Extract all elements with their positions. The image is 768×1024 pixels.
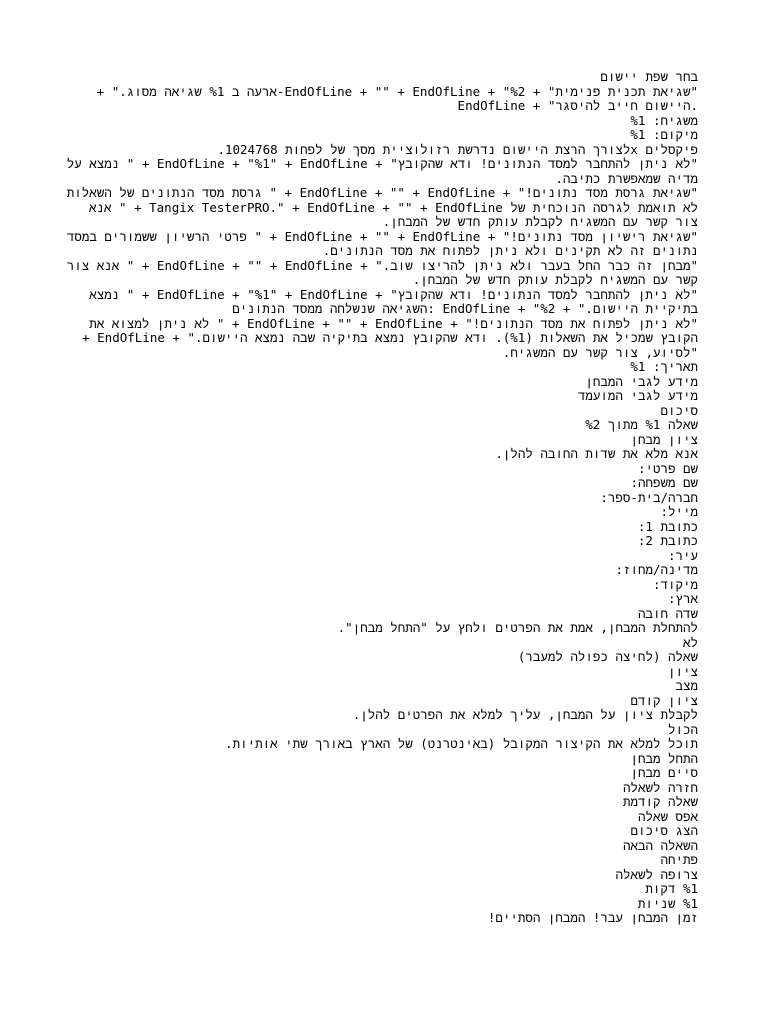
text-line: השאלה הבאה xyxy=(622,837,698,853)
text-line: ציון מבחן xyxy=(630,431,698,447)
text-line: "שגיאת רישיון מסד נתונים!" + EndOfLine + "" + EndOfLine + " פרטי הרשיון ששמורים במסד xyxy=(66,228,698,244)
text-line: פתיחה xyxy=(660,852,698,867)
text-line: סיכום xyxy=(660,402,698,418)
text-line: מידע לגבי המועמד xyxy=(577,388,698,403)
text-line: חזרה לשאלה xyxy=(622,779,698,795)
text-line: מייל: xyxy=(660,504,698,519)
text-line: נתונים זה לא תקינים ולא ניתן לפתוח את מסד הנתונים. xyxy=(322,243,698,258)
text-line: שאלה קודמת xyxy=(622,794,698,809)
text-line: "לא ניתן להתחבר למסד הנתונים! ודא שהקובץ" + EndOfLine + "%1" + EndOfLine + " נמצא xyxy=(89,286,698,302)
text-line: התחל מבחן xyxy=(630,750,698,766)
text-line: %1 דקות xyxy=(645,881,698,896)
text-line: זמן המבחן עבר! המבחן הסתיים! xyxy=(487,910,698,925)
text-line: כתובת 2: xyxy=(637,533,698,548)
text-line: ארץ: xyxy=(667,591,698,606)
text-line: "שגיאת תכנית פנימית" + EndOfLine + "" + EndOfLine + "%2-ארעה ב %1 שגיאה מסוג." + xyxy=(96,83,698,99)
text-line: "לא ניתן לפתוח את מסד הנתונים!" + EndOfLine + "" + EndOfLine + " לא ניתן למצוא את xyxy=(89,315,698,331)
text-line: "שגיאת גרסת מסד נתונים!" + EndOfLine + "" + EndOfLine + " גרסת מסד הנתונים של השאלות xyxy=(66,185,698,200)
text-line: %1 שניות xyxy=(637,895,698,911)
text-line: לקבלת ציון על המבחן, עליך למלא את הפרטים להלן. xyxy=(352,707,698,722)
text-line: מדיה שמאפשרת כתיבה. xyxy=(555,170,698,186)
text-line: להתחלת המבחן, אמת את הפרטים ולחץ על "התחל מבחן". xyxy=(337,620,698,635)
text-line: הכול xyxy=(667,721,698,737)
text-line: אנא מלא את שדות החובה להלן. xyxy=(495,446,698,461)
text-line: תוכל למלא את הקיצור המקובל (באינטרנט) של הארץ באורך שתי אותיות. xyxy=(225,736,698,751)
text-line: ציון xyxy=(667,663,698,679)
text-line: "לא ניתן להתחבר למסד הנתונים! ודא שהקובץ" + EndOfLine + "%1" + EndOfLine + " נמצא על xyxy=(66,156,698,171)
text-line: הצג סיכום xyxy=(630,823,698,838)
text-line: בחר שפת יישום xyxy=(600,69,698,84)
text-line: אפס שאלה xyxy=(637,808,698,824)
text-line: שם פרטי: xyxy=(637,460,698,476)
text-line: שדה חובה xyxy=(637,605,698,621)
text-line: צרופה לשאלה xyxy=(615,866,698,882)
text-line: צור קשר עם המשגיח לקבלת עותק חדש של המבחן. xyxy=(382,214,698,229)
document-page xyxy=(66,69,698,926)
text-line: תאריך: %1 xyxy=(630,359,698,374)
text-line: שאלה (לחיצה כפולה למעבר) xyxy=(517,649,698,664)
text-line: לא xyxy=(682,634,698,650)
text-line: פיקסלים xלצורך הרצת היישום נדרשת רזולוציית מסך של לפחות 1024768. xyxy=(217,141,698,157)
text-line: משגיח: %1 xyxy=(630,112,698,128)
text-line: "לסיוע, צור קשר עם המשגיח. xyxy=(502,344,698,360)
text-line: מיקוד: xyxy=(652,576,698,592)
text-line: חברה/בית-ספר: xyxy=(600,489,698,505)
text-line: מדינה/מחוז: xyxy=(615,562,698,577)
text-line: מיקום: %1 xyxy=(630,127,698,142)
text-line: בתיקיית היישום." + EndOfLine + "%2 :השגיאה שנשלחה ממסד הנתונים xyxy=(232,301,698,316)
text-line: "מבחן זה כבר החל בעבר ולא ניתן להריצו שוב." + EndOfLine + "" + EndOfLine + " אנא צור xyxy=(66,257,698,273)
text-line: קשר עם המשגיח לקבלת עותק חדש של המבחן. xyxy=(412,272,698,287)
text-line: ציון קודם xyxy=(630,692,698,708)
text-line: לא תואמת לגרסה הנוכחית של Tangix TesterPRO." + EndOfLine + "" + EndOfLine + " אנא xyxy=(88,199,698,215)
text-line: הקובץ שמכיל את השאלות (%1). ודא שהקובץ נמצא בתיקיה שבה נמצא היישום." + EndOfLine + xyxy=(82,330,698,345)
text-line: שאלה %1 מתוך %2 xyxy=(585,417,698,432)
text-line: שם משפחה: xyxy=(630,475,698,490)
text-line: מצב xyxy=(675,678,698,693)
text-line: סיים מבחן xyxy=(630,765,698,780)
text-line: כתובת 1: xyxy=(637,518,698,534)
text-line: מידע לגבי המבחן xyxy=(585,373,698,389)
text-line: עיר: xyxy=(667,547,698,563)
text-line: EndOfLine + "היישום חייב להיסגר. xyxy=(457,98,698,113)
